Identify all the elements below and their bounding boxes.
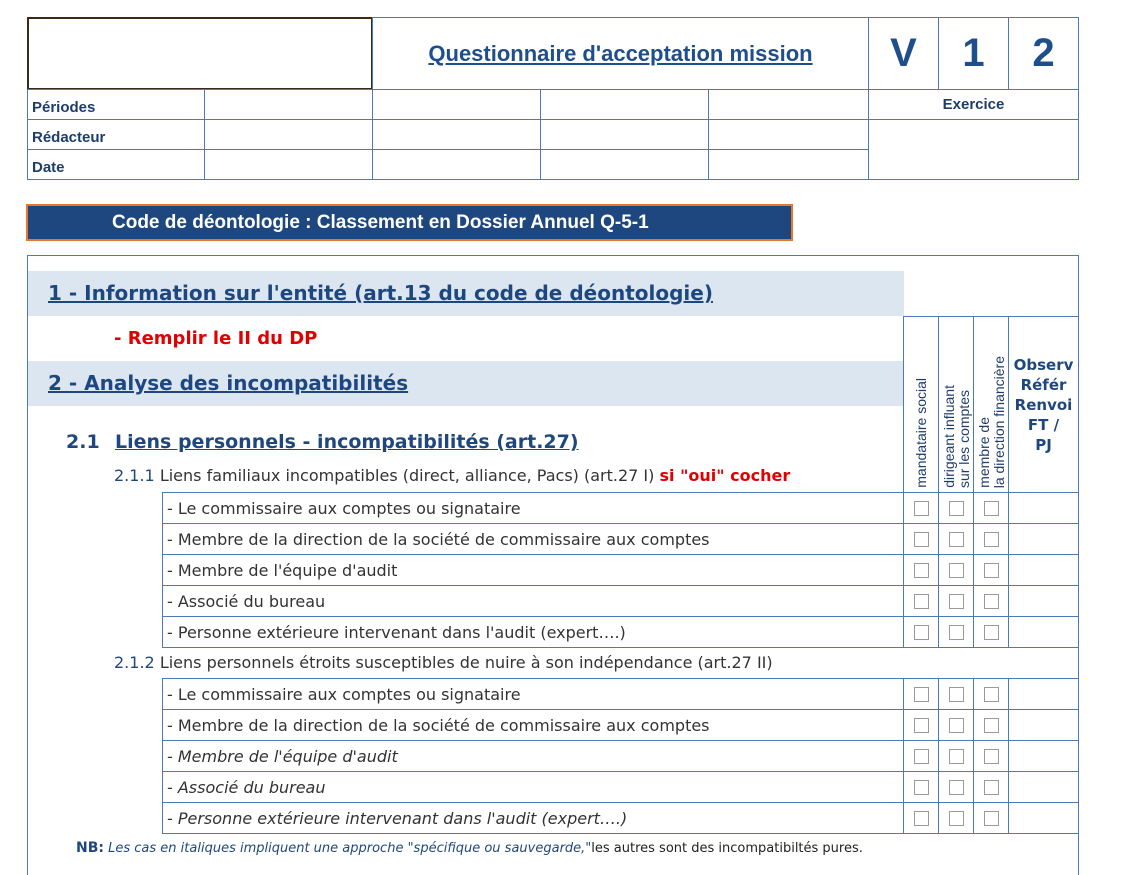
checklist-row-label: - Associé du bureau [162,771,904,803]
exercice-label: Exercice [868,89,1079,120]
checkbox[interactable] [949,687,964,702]
checkbox[interactable] [984,594,999,609]
redacteur-cell[interactable] [708,119,869,150]
direction-cell [973,616,1009,648]
checkbox[interactable] [914,501,929,516]
section-2-title: 2 - Analyse des incompatibilités [48,371,409,395]
note-label: NB: [76,840,104,856]
direction-cell [973,554,1009,586]
mandataire-cell [903,523,939,555]
checkbox[interactable] [984,749,999,764]
checkbox[interactable] [914,780,929,795]
observ-cell[interactable] [1008,709,1079,741]
col-dirigeant-label-2: sur les comptes [956,389,972,488]
checklist-row [162,585,1079,617]
observ-cell[interactable] [1008,523,1079,555]
col-mandataire-label: mandataire social [913,378,929,488]
col-header-dirigeant [938,316,974,493]
dirigeant-cell [938,585,974,617]
group-2-number: 2.1.2 [114,653,155,672]
note-rest: les autres sont des incompatibiltés pures. [591,841,863,856]
version-major: 1 [938,17,1009,90]
checklist-row [162,523,1079,555]
checkbox[interactable] [914,532,929,547]
direction-cell [973,740,1009,772]
checkbox[interactable] [914,594,929,609]
checkbox[interactable] [949,563,964,578]
observ-cell[interactable] [1008,616,1079,648]
checklist-row-label: - Personne extérieure intervenant dans l'audit (expert….) [162,802,904,834]
mandataire-cell [903,492,939,524]
direction-cell [973,492,1009,524]
section-banner: Code de déontologie : Classement en Dossier Annuel Q-5-1 [26,204,793,241]
dirigeant-cell [938,554,974,586]
checkbox[interactable] [914,718,929,733]
periodes-cell[interactable] [708,89,869,120]
checkbox[interactable] [914,563,929,578]
observ-cell[interactable] [1008,492,1079,524]
observ-cell[interactable] [1008,802,1079,834]
checkbox[interactable] [949,594,964,609]
checklist-row [162,709,1079,741]
checklist-row-label: - Associé du bureau [162,585,904,617]
dirigeant-cell [938,771,974,803]
checkbox[interactable] [949,501,964,516]
checkbox[interactable] [984,563,999,578]
section-1-title: 1 - Information sur l'entité (art.13 du code de déontologie) [48,281,713,305]
checklist-row [162,771,1079,803]
checkbox[interactable] [984,532,999,547]
checkbox[interactable] [984,718,999,733]
checkbox[interactable] [984,811,999,826]
note [76,840,863,856]
checklist-row-label: - Personne extérieure intervenant dans l'audit (expert….) [162,616,904,648]
checklist-row-label: - Membre de l'équipe d'audit [162,740,904,772]
checklist-row [162,802,1079,834]
mandataire-cell [903,554,939,586]
date-cell[interactable] [708,149,869,180]
periodes-label: Périodes [27,89,205,120]
checklist-row [162,554,1079,586]
dirigeant-cell [938,523,974,555]
section-1-header [28,271,904,316]
periodes-cell[interactable] [372,89,541,120]
observ-line: PJ [1035,436,1052,454]
note-italic: Les cas en italiques impliquent une approche "spécifique ou sauvegarde," [108,841,592,856]
observ-cell[interactable] [1008,554,1079,586]
direction-cell [973,678,1009,710]
checkbox[interactable] [984,687,999,702]
checkbox[interactable] [914,687,929,702]
col-direction-label-2: la direction financière [991,355,1007,488]
dirigeant-cell [938,678,974,710]
observ-cell[interactable] [1008,678,1079,710]
checkbox[interactable] [984,780,999,795]
dirigeant-cell [938,740,974,772]
mandataire-cell [903,709,939,741]
col-dirigeant-label-1: dirigeant influant [941,385,957,488]
version-minor: 2 [1008,17,1079,90]
dirigeant-cell [938,616,974,648]
observ-cell[interactable] [1008,771,1079,803]
mandataire-cell [903,740,939,772]
observ-cell[interactable] [1008,740,1079,772]
observ-line: Renvoi [1014,396,1073,414]
checkbox[interactable] [949,780,964,795]
direction-cell [973,771,1009,803]
dirigeant-cell [938,802,974,834]
checkbox[interactable] [949,532,964,547]
dirigeant-cell [938,709,974,741]
date-cell[interactable] [204,149,373,180]
group-1-heading [114,466,790,485]
mandataire-cell [903,771,939,803]
header-grid [27,89,1079,180]
mandataire-cell [903,616,939,648]
group-2-text: Liens personnels étroits susceptibles de nuire à son indépendance (art.27 II) [159,653,773,672]
checkbox[interactable] [949,749,964,764]
version-letter: V [868,17,939,90]
col-header-observ [1008,316,1079,493]
redacteur-cell[interactable] [372,119,541,150]
checklist-row [162,740,1079,772]
checkbox[interactable] [949,718,964,733]
observ-line: Observ [1013,356,1074,374]
checklist-row [162,492,1079,524]
periodes-cell[interactable] [540,89,709,120]
col-header-direction [973,316,1009,493]
section-2-header [28,361,904,406]
direction-cell [973,523,1009,555]
subsection-title: Liens personnels - incompatibilités (art.27) [115,431,579,453]
redacteur-cell[interactable] [540,119,709,150]
group-1-text: Liens familiaux incompatibles (direct, alliance, Pacs) (art.27 I) [159,466,655,485]
group-2-heading-border [1008,648,1079,679]
document-title: Questionnaire d'acceptation mission [372,17,869,90]
col-direction-label-1: membre de [976,417,992,488]
checkbox[interactable] [914,625,929,640]
checklist-row-label: - Membre de la direction de la société de commissaire aux comptes [162,523,904,555]
checkbox[interactable] [984,625,999,640]
checklist-row-label: - Le commissaire aux comptes ou signataire [162,492,904,524]
checkbox[interactable] [914,749,929,764]
observ-cell[interactable] [1008,585,1079,617]
checkbox[interactable] [984,501,999,516]
date-cell[interactable] [372,149,541,180]
observ-line: Référ [1020,376,1067,394]
mandataire-cell [903,585,939,617]
checklist-row [162,616,1079,648]
subsection-number: 2.1 [66,431,100,453]
observ-line: FT / [1027,416,1060,434]
checkbox[interactable] [949,811,964,826]
redacteur-cell[interactable] [204,119,373,150]
direction-cell [973,802,1009,834]
exercice-cell[interactable] [868,119,1079,180]
direction-cell [973,585,1009,617]
checklist-row-label: - Membre de l'équipe d'audit [162,554,904,586]
logo-box [27,17,373,90]
checkbox[interactable] [949,625,964,640]
section-1-instruction: - Remplir le II du DP [114,328,318,349]
periodes-cell[interactable] [204,89,373,120]
date-cell[interactable] [540,149,709,180]
checkbox[interactable] [914,811,929,826]
mandataire-cell [903,678,939,710]
dirigeant-cell [938,492,974,524]
checklist-row-label: - Membre de la direction de la société de commissaire aux comptes [162,709,904,741]
col-header-mandataire [903,316,939,493]
date-label: Date [27,149,205,180]
mandataire-cell [903,802,939,834]
group-1-hint: si "oui" cocher [659,466,791,485]
group-1-number: 2.1.1 [114,466,155,485]
checklist-row [162,678,1079,710]
group-2-heading [114,653,773,672]
checklist-row-label: - Le commissaire aux comptes ou signataire [162,678,904,710]
redacteur-label: Rédacteur [27,119,205,150]
direction-cell [973,709,1009,741]
